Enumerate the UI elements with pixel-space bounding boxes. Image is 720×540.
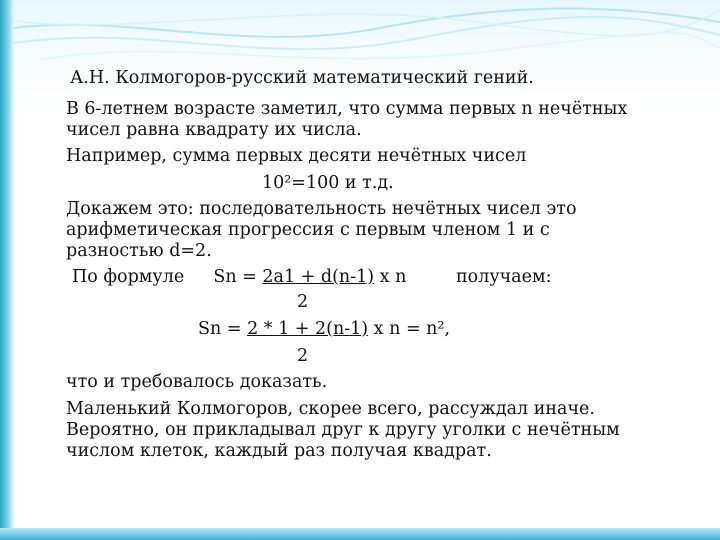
text-line: А.Н. Колмогоров-русский математический гений. <box>70 68 534 88</box>
formula-line <box>72 267 406 287</box>
text-line: Докажем это: последовательность нечётных чисел это <box>66 199 577 219</box>
left-accent-bar <box>0 0 14 540</box>
text-line: арифметическая прогрессия с первым членом 1 и с <box>66 220 550 240</box>
text-line: Вероятно, он прикладывал друг к другу уголки с нечётным <box>66 420 620 440</box>
text-line: В 6-летнем возрасте заметил, что сумма первых n нечётных <box>66 99 628 119</box>
formula-numerator: 2 * 1 + 2(n-1) <box>247 319 369 339</box>
formula-start: Sn = <box>213 267 263 287</box>
formula-line <box>198 319 450 339</box>
text-line: Маленький Колмогоров, скорее всего, рассуждал иначе. <box>66 399 595 419</box>
text-line: Например, сумма первых десяти нечётных чисел <box>66 146 527 166</box>
formula-start: Sn = <box>198 319 248 339</box>
text-line: разностью d=2. <box>66 241 212 261</box>
formula-numerator: 2a1 + d(n-1) <box>262 267 375 287</box>
text-line: что и требовалось доказать. <box>66 372 328 392</box>
formula-end: x n <box>374 267 407 287</box>
formula-suffix: получаем: <box>456 267 552 287</box>
formula-prefix: По формуле <box>72 267 185 287</box>
bottom-accent-bar <box>0 528 720 540</box>
formula-denominator: 2 <box>297 292 309 312</box>
text-line: 10²=100 и т.д. <box>262 173 394 193</box>
formula-end: x n = n², <box>368 319 451 339</box>
formula-denominator: 2 <box>297 346 309 366</box>
text-line: чисел равна квадрату их числа. <box>66 120 362 140</box>
text-line: числом клеток, каждый раз получая квадрат. <box>66 441 492 461</box>
